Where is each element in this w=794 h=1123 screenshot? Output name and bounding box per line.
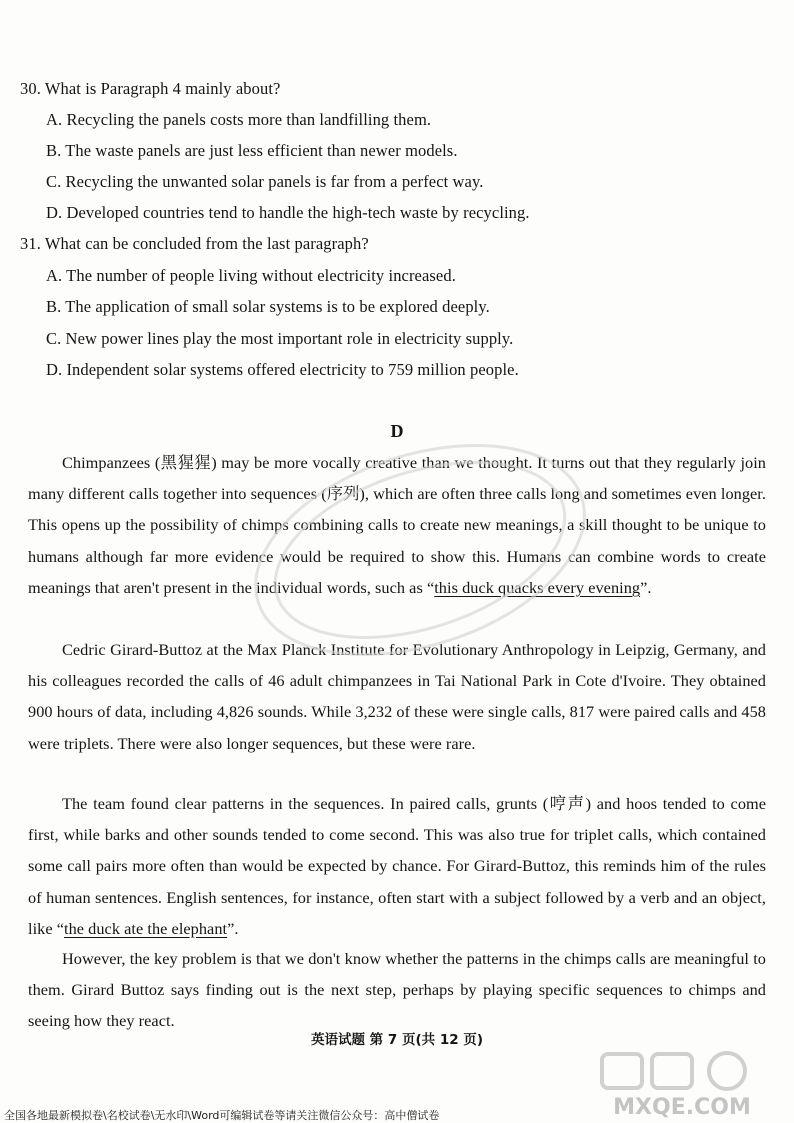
question-30-option-d: D. Developed countries tend to handle the high-tech waste by recycling. (46, 203, 530, 222)
passage-title: D (390, 421, 404, 441)
paragraph-3-end: ”. (227, 918, 239, 938)
question-31-option-b: B. The application of small solar systems is to be explored deeply. (46, 297, 490, 316)
question-31-option-c: C. New power lines play the most important role in electricity supply. (46, 329, 514, 348)
paragraph-1-quote: this duck quacks every evening (434, 577, 641, 597)
paragraph-1-text: Chimpanzees (黑猩猩) may be more vocally creative than we thought. It turns out that they regularly join many different calls together into sequences (序列), which are often three calls long and sometimes even longer. This opens up the possibility of chimps combining calls to create new meanings, a skill thought to be unique to humans although far more evidence would be required to show this. Humans can combine words to create meanings that aren't present in the individual words, such as “ (28, 453, 766, 597)
bottom-notice: 全国各地最新模拟卷\名校试卷\无水印\Word可编辑试卷等请关注微信公众号：高中僧试卷 (4, 1109, 440, 1122)
paragraph-3-text: The team found clear patterns in the sequences. In paired calls, grunts (哼声) and hoos tended to come first, while barks and other sounds tended to come second. This was also true for triplet calls, which contained some call pairs more often than would be expected by chance. For Girard-Buttoz, this reminds him of the rules of human sentences. English sentences, for instance, often start with a subject followed by a verb and an object, like “ (28, 794, 766, 938)
passage-paragraph-2: Cedric Girard-Buttoz at the Max Planck Institute for Evolutionary Anthropology in Leipzig, Germany, and his colleagues recorded the calls of 46 adult chimpanzees in Tai National Park in Cote d'Ivoire. They obtained 900 hours of data, including 4,826 sounds. While 3,232 of these were single calls, 817 were paired calls and 458 were triplets. There were also longer sequences, but these were rare. (28, 640, 766, 753)
passage-paragraph-1 (28, 447, 766, 603)
passage-paragraph-4: However, the key problem is that we don't know whether the patterns in the chimps calls are meaningful to them. Girard Buttoz says finding out is the next step, perhaps by playing specific sequences to chimps and seeing how they react. (28, 949, 766, 1031)
question-30-option-a: A. Recycling the panels costs more than landfilling them. (46, 110, 432, 129)
passage-paragraph-3 (28, 788, 766, 944)
question-30-option-b: B. The waste panels are just less efficient than newer models. (46, 141, 458, 160)
svg-text:MXQE.COM: MXQE.COM (613, 1095, 751, 1120)
paragraph-3-quote: the duck ate the elephant (64, 918, 228, 938)
question-31-stem: 31. What can be concluded from the last paragraph? (20, 234, 369, 253)
paragraph-1-end: ”. (640, 577, 652, 597)
question-30-stem: 30. What is Paragraph 4 mainly about? (20, 79, 281, 98)
site-logo-watermark (582, 1050, 782, 1120)
page-footer: 英语试题 第 7 页(共 12 页) (310, 1032, 484, 1048)
question-31-option-a: A. The number of people living without electricity increased. (46, 266, 456, 285)
question-30-option-c: C. Recycling the unwanted solar panels is far from a perfect way. (46, 172, 484, 191)
question-31-option-d: D. Independent solar systems offered electricity to 759 million people. (46, 360, 519, 379)
